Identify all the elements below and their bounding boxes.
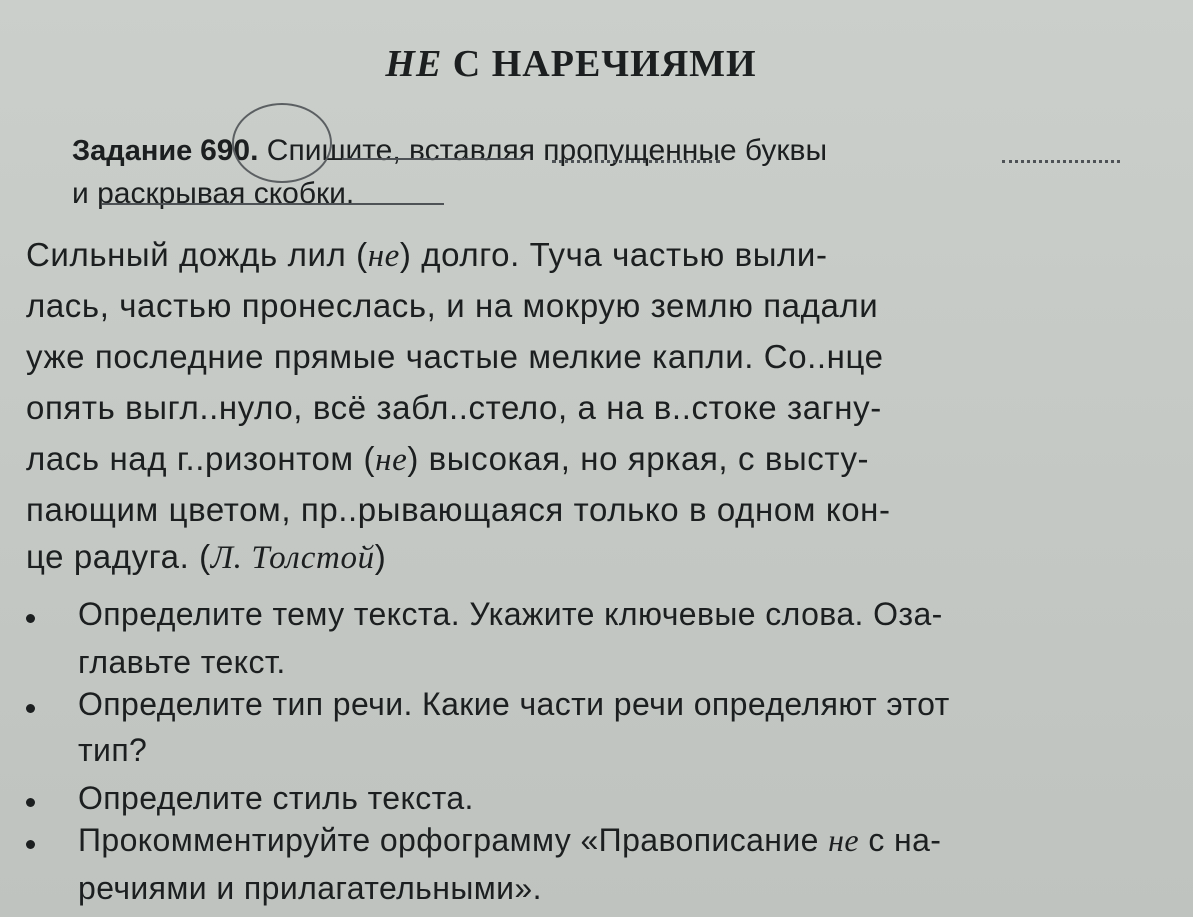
- text-line: опять выгл..нуло, всё забл..стело, а на в..стоке загну-: [26, 389, 882, 426]
- question-line: Определите стиль текста.: [78, 780, 474, 816]
- title-italic-part: НЕ: [385, 43, 443, 85]
- task-label: Задание: [72, 135, 193, 167]
- question-line: речиями и прилагательными».: [78, 870, 542, 906]
- task-instruction-line-1: Спишите, вставляя пропущенные буквы: [258, 134, 828, 167]
- text-line-author: це радуга. (Л. Толстой): [26, 538, 387, 576]
- text-line: Сильный дождь лил (не) долго. Туча частью выли-: [26, 236, 828, 274]
- question-line: Определите тип речи. Какие части речи определяют этот: [78, 686, 950, 722]
- title-rest: С НАРЕЧИЯМИ: [442, 43, 757, 85]
- task-instruction-line-2: и раскрывая скобки.: [72, 177, 355, 210]
- text-line: пающим цветом, пр..рывающаяся только в одном кон-: [26, 491, 891, 528]
- section-title: [0, 42, 1142, 86]
- question-line: главьте текст.: [78, 644, 286, 680]
- bullet-icon: [26, 614, 35, 623]
- question-line: Прокомментируйте орфограмму «Правописание не с на-: [78, 822, 942, 858]
- text-line: уже последние прямые частые мелкие капли. Со..нце: [26, 338, 884, 375]
- bullet-icon: [26, 704, 35, 713]
- text-line: лась над г..ризонтом (не) высокая, но яркая, с высту-: [26, 440, 870, 478]
- question-line: Определите тему текста. Укажите ключевые слова. Оза-: [78, 596, 943, 632]
- task-number: 690.: [200, 134, 259, 167]
- question-line: тип?: [78, 732, 148, 768]
- bullet-icon: [26, 798, 35, 807]
- author-name: Л. Толстой: [210, 540, 375, 576]
- text-line: лась, частью пронеслась, и на мокрую землю падали: [26, 287, 879, 324]
- task-heading: [72, 128, 1152, 210]
- bullet-icon: [26, 840, 35, 849]
